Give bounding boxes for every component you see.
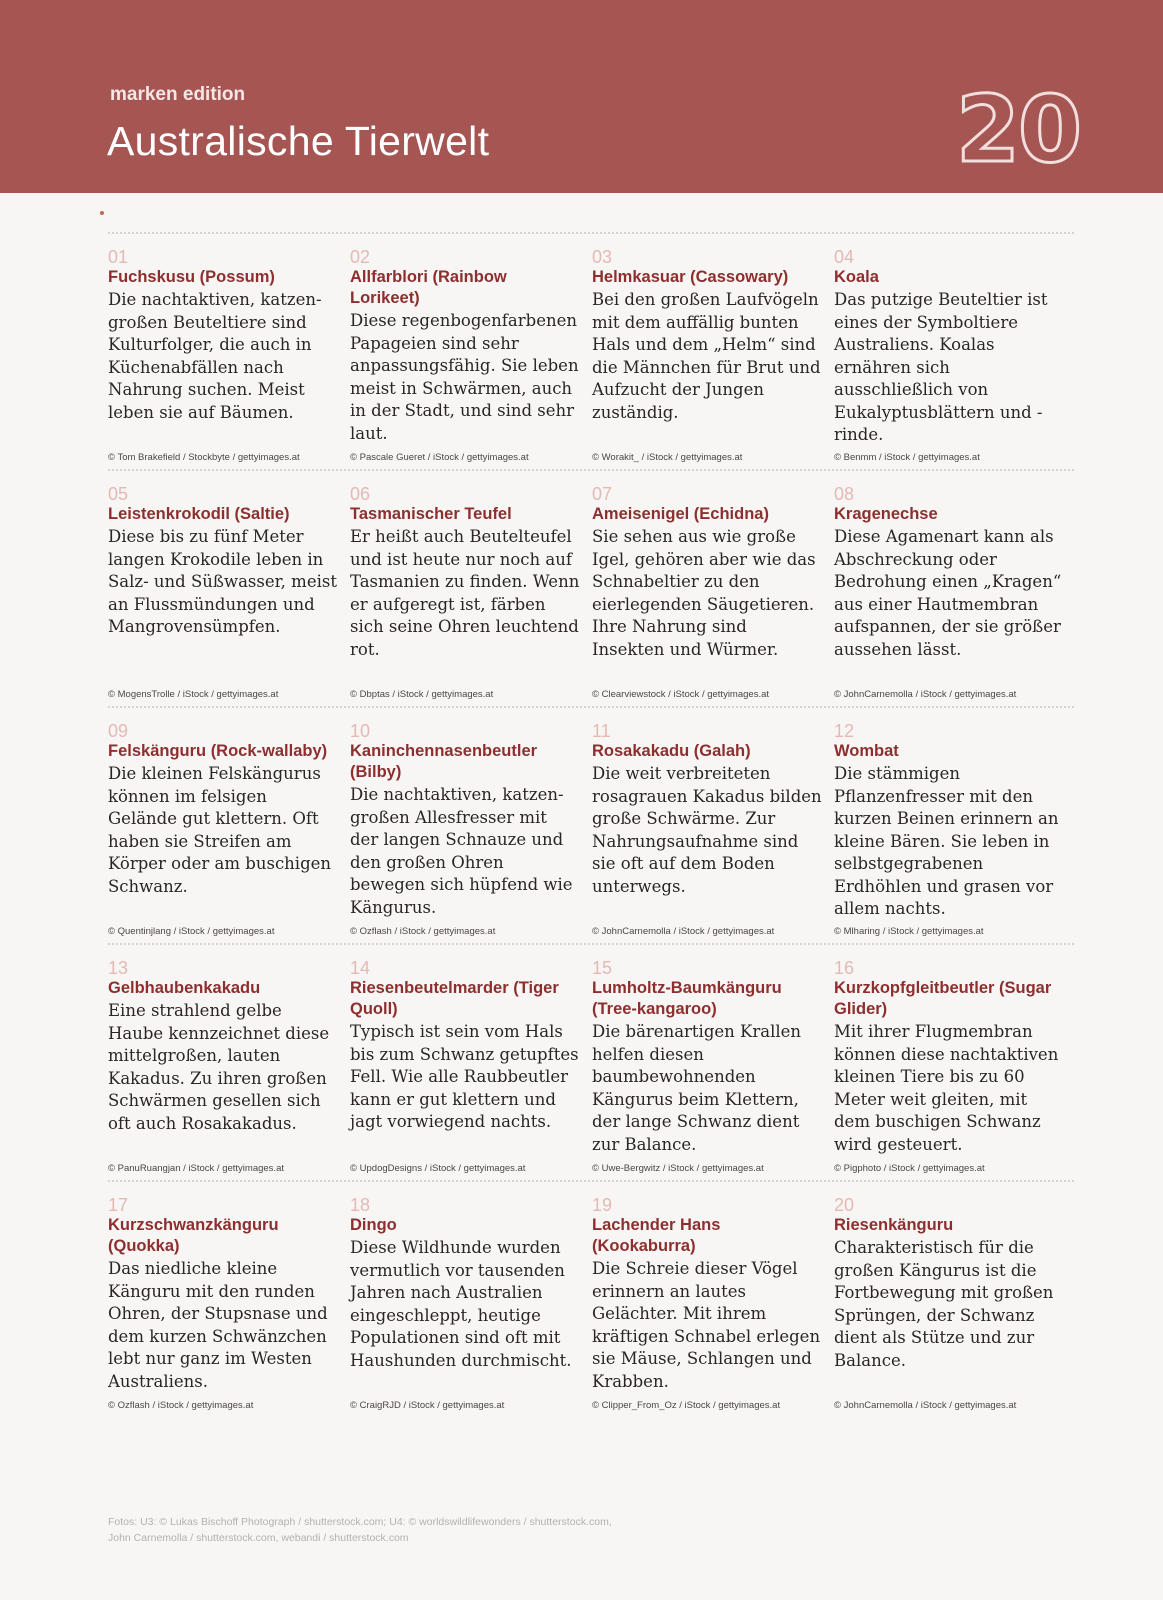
animal-name: Kurzschwanzkänguru (Quokka): [108, 1216, 279, 1255]
animal-name: Riesenkänguru: [834, 1216, 954, 1234]
animal-description: Diese Wildhunde wurden vermutlich vor tausenden Jahren nach Australien eingeschleppt, heutige Populationen sind oft mit Haushunden durchmischt.: [350, 1238, 572, 1370]
animal-description: Typisch ist sein vom Hals bis zum Schwanz getupftes Fell. Wie alle Raubbeutler kann er gut klettern und jagt vorwiegend nachts.: [350, 1022, 579, 1131]
animal-name: Ameisenigel (Echidna): [592, 505, 769, 523]
animal-entry: [108, 248, 338, 463]
animal-entry: [834, 959, 1064, 1174]
photo-credit: © Ozflash / iStock / gettyimages.at: [108, 1400, 254, 1411]
animal-description: Diese bis zu fünf Meter langen Krokodile leben in Salz- und Süßwasser, meist an Flussmündungen und Mangrovensümpfen.: [108, 527, 337, 636]
animal-entry: [350, 722, 580, 937]
photo-credit: © Ozflash / iStock / gettyimages.at: [350, 926, 496, 937]
animal-number: 09: [108, 721, 129, 741]
photo-credit: © PanuRuangjan / iStock / gettyimages.at: [108, 1163, 284, 1174]
animal-entry: [350, 1196, 580, 1411]
animal-description: Das putzige Beuteltier ist eines der Symboltiere Australiens. Koalas ernähren sich ausschließlich von Eukalyptusblättern und -rinde.: [834, 290, 1048, 444]
animal-description: Diese Agamenart kann als Abschreckung oder Bedrohung einen „Kragen“ aus einer Hautmembran aufspannen, der sie größer aussehen lässt.: [834, 527, 1062, 659]
animal-name: Felskänguru (Rock-wallaby): [108, 742, 328, 760]
animal-description: Die nachtaktiven, katzen-großen Beuteltiere sind Kulturfolger, die auch in Küchenabfällen nach Nahrung suchen. Meist leben sie auf Bäumen.: [108, 290, 322, 422]
animal-name: Kurzkopfgleitbeutler (Sugar Glider): [834, 979, 1052, 1018]
animal-number: 15: [592, 958, 613, 978]
accent-dot: [100, 211, 104, 215]
animal-description: Er heißt auch Beutelteufel und ist heute nur noch auf Tasmanien zu finden. Wenn er aufgeregt ist, färben sich seine Ohren leuchtend rot.: [350, 527, 580, 659]
animal-entry: [108, 959, 338, 1174]
animal-number: 17: [108, 1195, 129, 1215]
animal-name: Fuchskusu (Possum): [108, 268, 275, 286]
header-banner: [0, 0, 1163, 193]
photo-credit: © JohnCarnemolla / iStock / gettyimages.at: [834, 689, 1017, 700]
animal-number: 04: [834, 247, 855, 267]
photo-credit: © CraigRJD / iStock / gettyimages.at: [350, 1400, 505, 1411]
animal-name: Kaninchennasenbeutler (Bilby): [350, 742, 538, 781]
animal-number: 12: [834, 721, 855, 741]
animal-name: Koala: [834, 268, 879, 286]
animal-entry: [108, 722, 338, 937]
animal-entry: [834, 1196, 1064, 1411]
animal-number: 01: [108, 247, 129, 267]
photo-credit: © Dbptas / iStock / gettyimages.at: [350, 689, 494, 700]
photo-credit: © JohnCarnemolla / iStock / gettyimages.at: [834, 1400, 1017, 1411]
footer-line-2: John Carnemolla / shutterstock.com, webandi / shutterstock.com: [108, 1532, 409, 1544]
photo-credit: © Pigphoto / iStock / gettyimages.at: [834, 1163, 985, 1174]
animal-name: Helmkasuar (Cassowary): [592, 268, 789, 286]
animal-description: Die nachtaktiven, katzen-großen Allesfresser mit der langen Schnauze und den großen Ohren bewegen sich hüpfend wie Kängurus.: [350, 785, 573, 917]
photo-credit: © Tom Brakefield / Stockbyte / gettyimages.at: [108, 452, 300, 463]
animal-entry: [108, 485, 338, 700]
animal-description: Die bärenartigen Krallen helfen diesen baumbewohnenden Kängurus beim Klettern, der lange Schwanz dient zur Balance.: [592, 1022, 802, 1154]
animal-number: 07: [592, 484, 613, 504]
issue-number: 20: [956, 76, 1081, 183]
animal-number: 13: [108, 958, 129, 978]
photo-credit: © UpdogDesigns / iStock / gettyimages.at: [350, 1163, 526, 1174]
photo-credit: © JohnCarnemolla / iStock / gettyimages.at: [592, 926, 775, 937]
animal-description: Die Schreie dieser Vögel erinnern an lautes Gelächter. Mit ihrem kräftigen Schnabel erlegen sie Mäuse, Schlangen und Krabben.: [592, 1259, 821, 1391]
grid-row: [108, 706, 1074, 943]
animal-description: Sie sehen aus wie große Igel, gehören aber wie das Schnabeltier zu den eierlegenden Säugetieren. Ihre Nahrung sind Insekten und Würmer.: [592, 527, 816, 659]
grid-row: [108, 1180, 1074, 1417]
photo-credit: © Mlharing / iStock / gettyimages.at: [834, 926, 984, 937]
animal-name: Kragenechse: [834, 505, 938, 523]
animal-entry: [834, 248, 1064, 463]
photo-credit: © Clearviewstock / iStock / gettyimages.at: [592, 689, 770, 700]
grid-row: [108, 943, 1074, 1180]
animal-description: Charakteristisch für die großen Kängurus ist die Fortbewegung mit großen Sprüngen, der Schwanz dient als Stütze und zur Balance.: [834, 1238, 1054, 1370]
animal-entry: [592, 1196, 822, 1411]
animal-description: Die stämmigen Pflanzenfresser mit den kurzen Beinen erinnern an kleine Bären. Sie leben in selbstgegrabenen Erdhöhlen und grasen vor allem nachts.: [834, 764, 1059, 918]
photo-credit: © Worakit_ / iStock / gettyimages.at: [592, 452, 743, 463]
animal-name: Lachender Hans (Kookaburra): [592, 1216, 721, 1255]
animal-name: Tasmanischer Teufel: [350, 505, 512, 523]
animal-name: Wombat: [834, 742, 899, 760]
animal-entry: [108, 1196, 338, 1411]
animal-number: 14: [350, 958, 371, 978]
grid-row: [108, 232, 1074, 469]
animal-entry: [592, 485, 822, 700]
edition-subtitle: marken edition: [110, 84, 246, 105]
animal-description: Diese regenbogenfarbenen Papageien sind sehr anpassungsfähig. Sie leben meist in Schwärmen, auch in der Stadt, und sind sehr laut.: [350, 311, 579, 443]
animal-description: Eine strahlend gelbe Haube kennzeichnet diese mittelgroßen, lauten Kakadus. Zu ihren großen Schwärmen gesellen sich oft auch Rosakakadus.: [108, 1001, 330, 1133]
animal-description: Die weit verbreiteten rosagrauen Kakadus bilden große Schwärme. Zur Nahrungsaufnahme sind sie oft auf dem Boden unterwegs.: [592, 764, 822, 896]
grid-row: [108, 469, 1074, 706]
animal-description: Bei den großen Laufvögeln mit dem auffällig bunten Hals und dem „Helm“ sind die Männchen für Brut und Aufzucht der Jungen zuständig.: [592, 290, 821, 422]
animal-number: 08: [834, 484, 855, 504]
photo-credit: © Benmm / iStock / gettyimages.at: [834, 452, 980, 463]
animal-entry: [350, 959, 580, 1174]
animal-number: 10: [350, 721, 371, 741]
animal-description: Das niedliche kleine Känguru mit den runden Ohren, der Stupsnase und dem kurzen Schwänzchen lebt nur ganz im Westen Australiens.: [108, 1259, 328, 1391]
animal-name: Gelbhaubenkakadu: [108, 979, 261, 997]
animal-entry: [350, 485, 580, 700]
animal-name: Riesenbeutelmarder (Tiger Quoll): [350, 979, 559, 1018]
animal-entry: [592, 722, 822, 937]
photo-credit: © Clipper_From_Oz / iStock / gettyimages.at: [592, 1400, 781, 1411]
animal-name: Dingo: [350, 1216, 397, 1234]
animal-grid: [108, 232, 1074, 1417]
animal-name: Lumholtz-Baumkänguru (Tree-kangaroo): [592, 979, 782, 1018]
animal-number: 06: [350, 484, 371, 504]
photo-credit: © Pascale Gueret / iStock / gettyimages.at: [350, 452, 529, 463]
animal-name: Leistenkrokodil (Saltie): [108, 505, 290, 523]
animal-number: 02: [350, 247, 371, 267]
animal-number: 18: [350, 1195, 371, 1215]
animal-description: Mit ihrer Flugmembran können diese nachtaktiven kleinen Tiere bis zu 60 Meter weit gleiten, mit dem buschigen Schwanz wird gesteuert.: [834, 1022, 1059, 1154]
animal-name: Rosakakadu (Galah): [592, 742, 751, 760]
animal-number: 11: [592, 721, 611, 741]
animal-number: 16: [834, 958, 855, 978]
animal-number: 03: [592, 247, 613, 267]
photo-credit: © Uwe-Bergwitz / iStock / gettyimages.at: [592, 1163, 764, 1174]
photo-credit: © Quentinjlang / iStock / gettyimages.at: [108, 926, 275, 937]
animal-entry: [834, 722, 1064, 937]
animal-number: 05: [108, 484, 129, 504]
animal-name: Allfarblori (Rainbow Lorikeet): [350, 268, 507, 307]
animal-entry: [350, 248, 580, 463]
page-title: Australische Tierwelt: [107, 118, 490, 164]
animal-number: 20: [834, 1195, 855, 1215]
animal-entry: [592, 959, 822, 1174]
animal-entry: [592, 248, 822, 463]
animal-number: 19: [592, 1195, 613, 1215]
footer-line-1: Fotos: U3: © Lukas Bischoff Photograph / shutterstock.com; U4: © worldswildlifewonders / shutterstock.com,: [108, 1516, 612, 1528]
photo-credits-footer: [108, 1514, 1088, 1546]
animal-description: Die kleinen Felskängurus können im felsigen Gelände gut klettern. Oft haben sie Streifen am Körper oder am buschigen Schwanz.: [108, 764, 332, 896]
photo-credit: © MogensTrolle / iStock / gettyimages.at: [108, 689, 279, 700]
animal-entry: [834, 485, 1064, 700]
